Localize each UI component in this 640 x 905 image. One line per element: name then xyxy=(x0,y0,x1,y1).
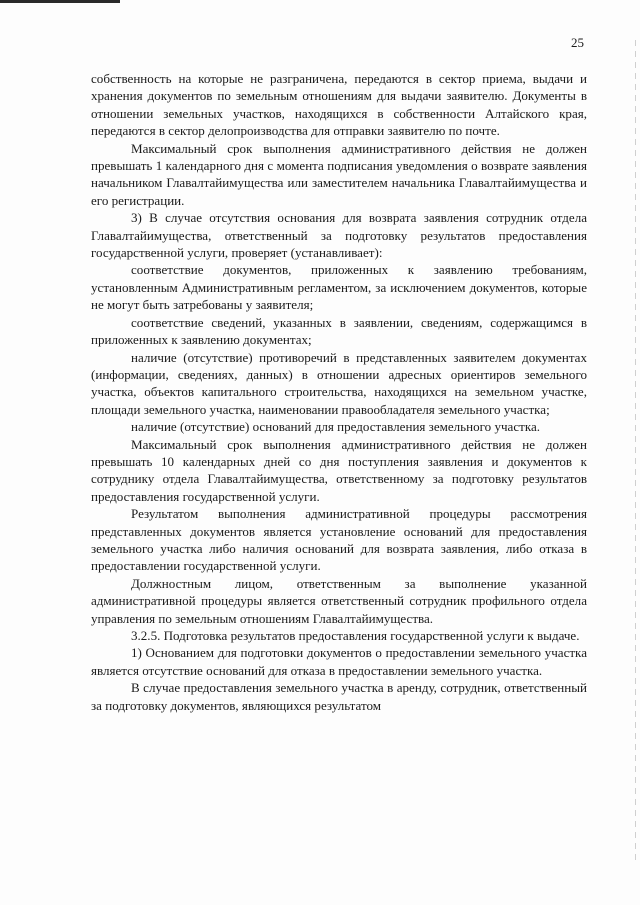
paragraph: наличие (отсутствие) противоречий в представленных заявителем документах (информации, сведениях, данных) в отношении адресных ориентиров земельного участка, объектов капитального строительства, находящихся на земельном участке, площади земельного участка, наименовании правообладателя земельного участка; xyxy=(91,349,587,417)
paragraph: Результатом выполнения административной процедуры рассмотрения представленных документов является установление оснований для предоставления земельного участка либо наличия оснований для возврата заявления, либо отказа в предоставлении государственной услуги. xyxy=(91,506,587,574)
paragraph: соответствие документов, приложенных к заявлению требованиям, установленным Административным регламентом, за исключением документов, которые не могут быть затребованы у заявителя; xyxy=(91,262,587,313)
paragraph: Максимальный срок выполнения административного действия не должен превышать 10 календарных дней со дня поступления заявления и документов к сотруднику отдела Главалтайимущества, ответственному за подготовку результатов предоставления государственной услуги. xyxy=(91,436,587,504)
document-body xyxy=(91,70,587,714)
page-number: 25 xyxy=(571,35,584,50)
scan-top-rule xyxy=(0,0,120,3)
paragraph: собственность на которые не разграничена, передаются в сектор приема, выдачи и хранения документов по земельным отношениям для выдачи заявителю. Документы в отношении земельных участков, находящихся в собственности Алтайского края, передаются в сектор делопроизводства для отправки заявителю по почте. xyxy=(91,71,587,139)
scan-right-edge xyxy=(635,40,636,860)
paragraph: 3) В случае отсутствия основания для возврата заявления сотрудник отдела Главалтайимущества, ответственный за подготовку результатов предоставления государственной услуги, проверяет (устанавливает): xyxy=(91,210,587,261)
paragraph: Должностным лицом, ответственным за выполнение указанной административной процедуры является ответственный сотрудник профильного отдела управления по земельным отношениям Главалтайимущества. xyxy=(91,575,587,626)
paragraph: 3.2.5. Подготовка результатов предоставления государственной услуги к выдаче. xyxy=(131,628,580,643)
paragraph: 1) Основанием для подготовки документов о предоставлении земельного участка является отсутствие оснований для отказа в предоставлении земельного участка. xyxy=(91,645,587,678)
paragraph: Максимальный срок выполнения административного действия не должен превышать 1 календарного дня с момента подписания уведомления о возврате заявления начальником Главалтайимущества или заместителем начальника Главалтайимущества и его регистрации. xyxy=(91,140,587,208)
paragraph: В случае предоставления земельного участка в аренду, сотрудник, ответственный за подготовку документов, являющихся результатом xyxy=(91,680,587,713)
paragraph: соответствие сведений, указанных в заявлении, сведениям, содержащимся в приложенных к заявлению документах; xyxy=(91,314,587,348)
paragraph: наличие (отсутствие) оснований для предоставления земельного участка. xyxy=(131,419,541,435)
